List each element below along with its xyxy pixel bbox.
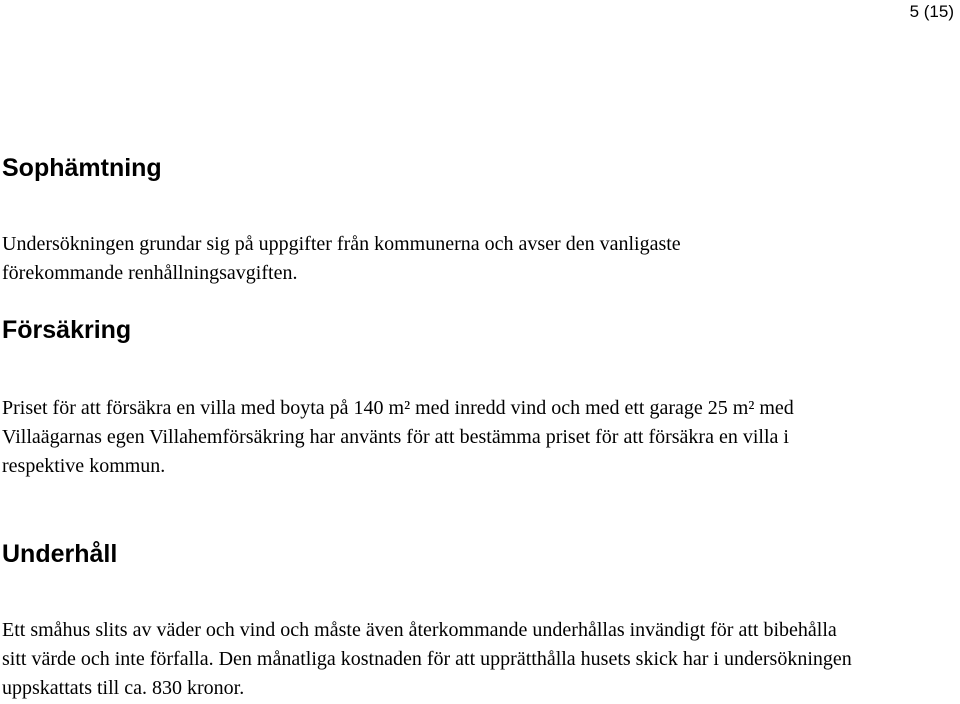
paragraph-forsakring: Priset för att försäkra en villa med boyta på 140 m² med inredd vind och med ett garage 25 m² med Villaägarnas egen Villahemförsäkring har använts för att bestämma priset för att försäkra en villa i respektive kommun. — [2, 397, 794, 477]
heading-underhall: Underhåll — [2, 540, 118, 568]
heading-sophamtning: Sophämtning — [2, 154, 162, 182]
paragraph-sophamtning: Undersökningen grundar sig på uppgifter från kommunerna och avser den vanligaste förekommande renhållningsavgiften. — [2, 233, 681, 284]
page-number: 5 (15) — [909, 2, 954, 21]
heading-forsakring: Försäkring — [2, 316, 132, 344]
paragraph-underhall: Ett småhus slits av väder och vind och måste även återkommande underhållas invändigt för att bibehålla sitt värde och inte förfalla. Den månatliga kostnaden för att upprätthålla husets skick har i undersökningen uppskattats till ca. 830 kronor. — [2, 619, 852, 699]
